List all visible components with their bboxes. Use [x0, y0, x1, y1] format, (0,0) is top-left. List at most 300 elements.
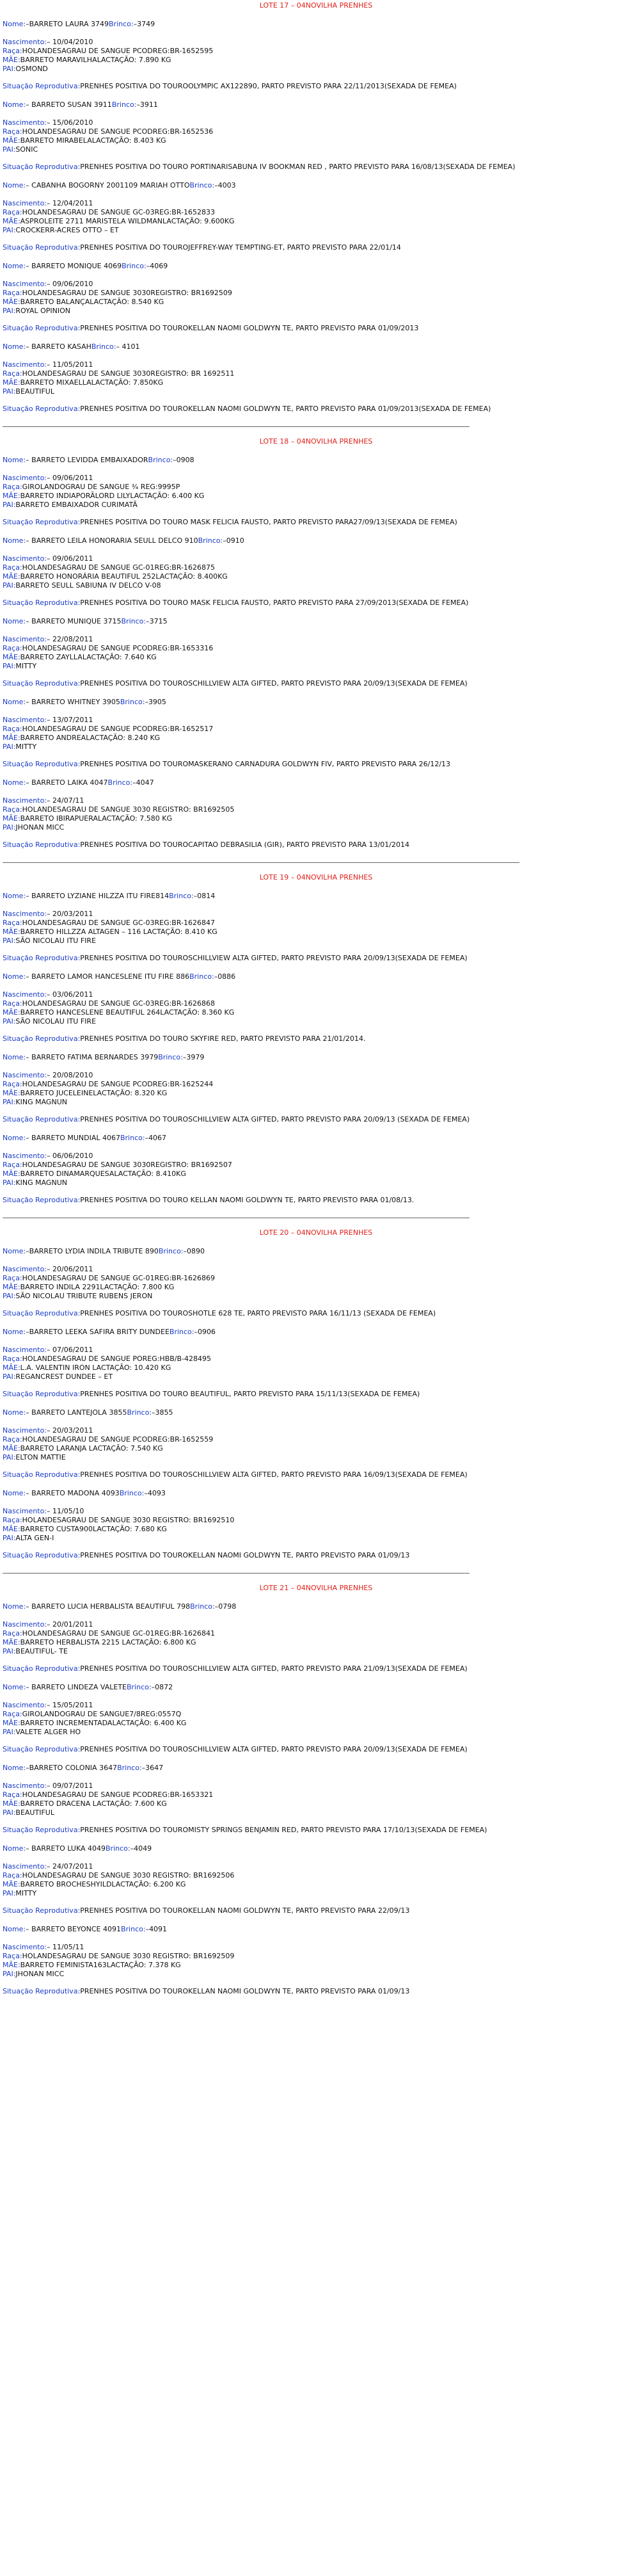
field-label-brinco: Brinco:: [91, 342, 116, 351]
reproductive-status-line: [3, 82, 629, 91]
dam-line: [3, 1444, 629, 1453]
animal-entry: [3, 1925, 629, 1996]
field-label-raca: Raça:: [3, 1161, 22, 1169]
field-label-pai: PAI:: [3, 65, 16, 73]
field-label-situacao: Situação Reprodutiva:: [3, 1551, 81, 1559]
animal-name: – BARRETO LAIKA 4047: [26, 778, 108, 787]
reproductive-status: PRENHES POSITIVA DO TOUROSCHILLVIEW ALTA GIFTED, PARTO PREVISTO PARA 20/09/13(SEXADA DE FEMEA): [80, 1745, 468, 1753]
birth-line: [3, 280, 629, 289]
breed-line: [3, 1274, 629, 1283]
breed-value: HOLANDESAGRAU DE SANGUE PCODREG:BR-1653316: [22, 644, 214, 652]
sire-line: [3, 1292, 629, 1301]
birth-date: – 09/07/2011: [47, 1782, 93, 1790]
breed-line: [3, 1435, 629, 1444]
field-label-raca: Raça:: [3, 208, 22, 216]
birth-date: – 09/06/2011: [47, 474, 93, 482]
animal-entry: [3, 342, 629, 414]
breed-value: GIROLANDOGRAU DE SANGUE7/8REG:0557Q: [22, 1710, 182, 1718]
birth-line: [3, 796, 629, 805]
breed-line: [3, 563, 629, 572]
field-label-mae: MÃE:: [3, 1283, 20, 1291]
reproductive-status-line: [3, 1196, 629, 1205]
animal-entry: [3, 1247, 629, 1318]
breed-line: [3, 1871, 629, 1880]
animal-name: – BARRETO LAMOR HANCESLENE ITU FIRE 886: [26, 972, 190, 981]
field-label-situacao: Situação Reprodutiva:: [3, 954, 81, 962]
dam-value: BARRETO IBIRAPUERALACTAÇÃO: 7.580 KG: [20, 814, 172, 823]
field-label-situacao: Situação Reprodutiva:: [3, 1470, 81, 1479]
field-label-nome: Nome:: [3, 1247, 26, 1255]
breed-value: HOLANDESAGRAU DE SANGUE PCODREG:BR-1652595: [22, 47, 214, 55]
lote-section: [3, 437, 629, 849]
breed-line: [3, 1355, 629, 1364]
field-label-situacao: Situação Reprodutiva:: [3, 518, 81, 526]
sire-value: MITTY: [15, 662, 37, 670]
breed-value: HOLANDESAGRAU DE SANGUE POREG:HBB/B-428495: [22, 1355, 212, 1363]
birth-line: [3, 1782, 629, 1791]
field-label-brinco: Brinco:: [120, 1925, 146, 1933]
field-label-nascimento: Nascimento:: [3, 1346, 47, 1354]
breed-value: HOLANDESAGRAU DE SANGUE GC-01REG:BR-1626869: [22, 1274, 216, 1282]
dam-value: BARRETO ANDREALACTAÇÃO: 8.240 KG: [20, 734, 161, 742]
dam-value: BARRETO CUSTA900LACTAÇÃO: 7.680 KG: [20, 1525, 167, 1533]
field-label-pai: PAI:: [3, 1889, 16, 1897]
animal-brinco: –3855: [152, 1408, 173, 1417]
field-label-pai: PAI:: [3, 1970, 16, 1978]
field-label-mae: MÃE:: [3, 1799, 20, 1808]
dam-value: BARRETO LARANJA LACTAÇÃO: 7.540 KG: [20, 1444, 163, 1453]
animal-brinco: –3905: [145, 698, 166, 706]
dam-line: [3, 56, 629, 65]
field-label-brinco: Brinco:: [120, 1134, 145, 1142]
sire-value: SÃO NICOLAU ITU FIRE: [15, 1017, 97, 1026]
field-label-nascimento: Nascimento:: [3, 1152, 47, 1160]
field-label-nascimento: Nascimento:: [3, 1862, 47, 1871]
birth-date: – 06/06/2010: [47, 1152, 93, 1160]
field-label-situacao: Situação Reprodutiva:: [3, 1034, 81, 1043]
field-label-nascimento: Nascimento:: [3, 635, 47, 643]
breed-line: [3, 1952, 629, 1961]
animal-name-line: [3, 1683, 629, 1692]
animal-entry: [3, 1683, 629, 1754]
field-label-situacao: Situação Reprodutiva:: [3, 1745, 81, 1753]
field-label-nome: Nome:: [3, 1328, 26, 1336]
reproductive-status: PRENHES POSITIVA DO TOUROSCHILLVIEW ALTA GIFTED, PARTO PREVISTO PARA 16/09/13(SEXADA DE FEMEA): [80, 1470, 468, 1479]
field-label-situacao: Situação Reprodutiva:: [3, 82, 81, 90]
field-label-raca: Raça:: [3, 1355, 22, 1363]
birth-date: – 15/05/2011: [47, 1701, 93, 1709]
sire-line: [3, 581, 629, 590]
dam-line: [3, 734, 629, 743]
sire-line: [3, 1017, 629, 1026]
reproductive-status: PRENHES POSITIVA DO TOUROSCHILLVIEW ALTA GIFTED, PARTO PREVISTO PARA 20/09/13 (SEXADA DE FEMEA): [80, 1115, 470, 1123]
birth-date: – 20/03/2011: [47, 910, 93, 918]
breed-value: HOLANDESAGRAU DE SANGUE 3030REGISTRO: BR1692509: [22, 289, 232, 297]
reproductive-status-line: [3, 599, 629, 608]
sire-line: [3, 743, 629, 752]
sire-line: [3, 501, 629, 510]
field-label-pai: PAI:: [3, 226, 16, 234]
birth-date: – 20/03/2011: [47, 1426, 93, 1435]
dam-line: [3, 492, 629, 501]
field-label-nascimento: Nascimento:: [3, 990, 47, 999]
field-label-pai: PAI:: [3, 1098, 16, 1106]
field-label-nascimento: Nascimento:: [3, 1782, 47, 1790]
field-label-raca: Raça:: [3, 289, 22, 297]
dam-value: BARRETO HANCESLENE BEAUTIFUL 264LACTAÇÃO: 8.360 KG: [20, 1008, 235, 1017]
animal-name-line: [3, 456, 629, 465]
dam-line: [3, 378, 629, 387]
field-label-raca: Raça:: [3, 725, 22, 733]
breed-value: HOLANDESAGRAU DE SANGUE PCODREG:BR-1653321: [22, 1791, 214, 1799]
birth-line: [3, 990, 629, 999]
breed-value: HOLANDESAGRAU DE SANGUE 3030REGISTRO: BR1692507: [22, 1161, 232, 1169]
field-label-nome: Nome:: [3, 617, 26, 625]
birth-line: [3, 1152, 629, 1161]
field-label-nome: Nome:: [3, 972, 26, 981]
field-label-situacao: Situação Reprodutiva:: [3, 1826, 81, 1834]
field-label-pai: PAI:: [3, 1179, 16, 1187]
field-label-nascimento: Nascimento:: [3, 118, 47, 127]
animal-brinco: –0872: [151, 1683, 173, 1691]
sire-value: REGANCREST DUNDEE – ET: [15, 1373, 113, 1381]
field-label-mae: MÃE:: [3, 1719, 20, 1727]
sire-value: BEAUTIFUL: [15, 387, 54, 396]
field-label-brinco: Brinco:: [111, 101, 137, 109]
animal-name: – BARRETO MONIQUE 4069: [26, 262, 122, 270]
field-label-nome: Nome:: [3, 1925, 26, 1933]
sire-line: [3, 1970, 629, 1979]
field-label-situacao: Situação Reprodutiva:: [3, 1987, 81, 1995]
sire-line: [3, 145, 629, 154]
birth-line: [3, 1862, 629, 1871]
reproductive-status: PRENHES POSITIVA DO TOUROKELLAN NAOMI GOLDWYN TE, PARTO PREVISTO PARA 22/09/13: [80, 1906, 410, 1915]
field-label-situacao: Situação Reprodutiva:: [3, 405, 81, 413]
field-label-brinco: Brinco:: [127, 1408, 152, 1417]
dam-value: BARRETO INDIAPORÃLORD LILYLACTAÇÃO: 6.400 KG: [20, 492, 205, 500]
breed-value: GIROLANDOGRAU DE SANGUE ¾ REG:9995P: [22, 483, 180, 491]
animal-name: – BARRETO LANTEJOLA 3855: [26, 1408, 127, 1417]
reproductive-status: PRENHES POSITIVA DO TOUROMASKERANO CARNADURA GOLDWYN FIV, PARTO PREVISTO PARA 26/12/13: [80, 760, 451, 768]
reproductive-status-line: [3, 163, 629, 172]
sire-value: OSMOND: [15, 65, 48, 73]
reproductive-status: PRENHES POSITIVA DO TOUROSHOTLE 628 TE, PARTO PREVISTO PARA 16/11/13 (SEXADA DE FEMEA): [80, 1309, 436, 1317]
animal-name-line: [3, 342, 629, 351]
sire-value: BEAUTIFUL- TE: [15, 1647, 68, 1655]
field-label-mae: MÃE:: [3, 1638, 20, 1646]
reproductive-status: PRENHES POSITIVA DO TOURO BEAUTIFUL, PARTO PREVISTO PARA 15/11/13(SEXADA DE FEMEA): [80, 1390, 420, 1398]
breed-line: [3, 289, 629, 298]
sire-value: SÃO NICOLAU TRIBUTE RUBENS JERON: [15, 1292, 153, 1300]
field-label-brinco: Brinco:: [189, 181, 215, 189]
animal-name-line: [3, 1408, 629, 1417]
dam-line: [3, 572, 629, 581]
field-label-raca: Raça:: [3, 1791, 22, 1799]
field-label-raca: Raça:: [3, 999, 22, 1008]
field-label-raca: Raça:: [3, 127, 22, 136]
dam-line: [3, 1961, 629, 1970]
field-label-brinco: Brinco:: [198, 536, 223, 545]
birth-line: [3, 1620, 629, 1629]
sire-line: [3, 387, 629, 396]
animal-brinco: –0908: [173, 456, 194, 464]
dam-value: BARRETO HERBALISTA 2215 LACTAÇÃO: 6.800 KG: [20, 1638, 196, 1646]
sire-line: [3, 307, 629, 316]
reproductive-status: PRENHES POSITIVA DO TOUROCAPITAO DEBRASILIA (GIR), PARTO PREVISTO PARA 13/01/2014: [80, 841, 409, 849]
field-label-nome: Nome:: [3, 1764, 26, 1772]
sire-line: [3, 1889, 629, 1898]
reproductive-status-line: [3, 1309, 629, 1318]
breed-value: HOLANDESAGRAU DE SANGUE GC-01REG:BR-1626841: [22, 1629, 216, 1638]
animal-name: – BARRETO WHITNEY 3905: [26, 698, 120, 706]
field-label-pai: PAI:: [3, 1808, 16, 1817]
field-label-nascimento: Nascimento:: [3, 716, 47, 724]
field-label-mae: MÃE:: [3, 1008, 20, 1017]
birth-line: [3, 38, 629, 47]
animal-name-line: [3, 1844, 629, 1853]
field-label-brinco: Brinco:: [120, 698, 145, 706]
animal-brinco: –4049: [130, 1844, 152, 1853]
field-label-pai: PAI:: [3, 743, 16, 751]
animal-name: – BARRETO BEYONCE 4091: [26, 1925, 121, 1933]
birth-date: – 11/05/11: [47, 1943, 84, 1951]
breed-value: HOLANDESAGRAU DE SANGUE GC-01REG:BR-1626875: [22, 563, 216, 572]
animal-name-line: [3, 181, 629, 190]
sire-value: JHONAN MICC: [15, 1970, 65, 1978]
reproductive-status-line: [3, 243, 629, 252]
birth-line: [3, 1346, 629, 1355]
field-label-nascimento: Nascimento:: [3, 1071, 47, 1079]
field-label-situacao: Situação Reprodutiva:: [3, 760, 81, 768]
reproductive-status-line: [3, 1987, 629, 1996]
field-label-brinco: Brinco:: [148, 456, 173, 464]
breed-line: [3, 1516, 629, 1525]
breed-value: HOLANDESAGRAU DE SANGUE PCODREG:BR-1625244: [22, 1080, 214, 1088]
birth-line: [3, 360, 629, 369]
field-label-raca: Raça:: [3, 1435, 22, 1444]
birth-date: – 20/08/2010: [47, 1071, 93, 1079]
breed-value: HOLANDESAGRAU DE SANGUE PCODREG:BR-1652536: [22, 127, 214, 136]
field-label-nascimento: Nascimento:: [3, 1943, 47, 1951]
field-label-raca: Raça:: [3, 1952, 22, 1960]
birth-date: – 12/04/2011: [47, 199, 93, 207]
field-label-brinco: Brinco:: [158, 1053, 183, 1061]
animal-name: – BARRETO LEVIDDA EMBAIXADOR: [26, 456, 148, 464]
field-label-nome: Nome:: [3, 1844, 26, 1853]
reproductive-status-line: [3, 1551, 629, 1560]
dam-value: BARRETO FEMINISTA163LACTAÇÃO: 7.378 KG: [20, 1961, 181, 1969]
dam-value: BARRETO MIRABELALACTAÇÃO: 8.403 KG: [20, 136, 166, 145]
animal-entry: [3, 1328, 629, 1399]
birth-line: [3, 1507, 629, 1516]
lote-title: LOTE 17 – 04NOVILHA PRENHES: [259, 1, 373, 10]
dam-value: BARRETO ZAYLLALACTAÇÃO: 7.640 KG: [20, 653, 157, 661]
field-label-situacao: Situação Reprodutiva:: [3, 841, 81, 849]
dam-line: [3, 814, 629, 823]
sire-line: [3, 662, 629, 671]
field-label-mae: MÃE:: [3, 814, 20, 823]
field-label-nome: Nome:: [3, 1683, 26, 1691]
field-label-raca: Raça:: [3, 1629, 22, 1638]
birth-date: – 22/08/2011: [47, 635, 93, 643]
field-label-raca: Raça:: [3, 369, 22, 378]
field-label-mae: MÃE:: [3, 492, 20, 500]
animal-name: – BARRETO LUCIA HERBALISTA BEAUTIFUL 798: [26, 1602, 191, 1611]
field-label-pai: PAI:: [3, 937, 16, 945]
reproductive-status: PRENHES POSITIVA DO TOURO SKYFIRE RED, PARTO PREVISTO PARA 21/01/2014.: [80, 1034, 366, 1043]
field-label-nome: Nome:: [3, 1602, 26, 1611]
breed-value: HOLANDESAGRAU DE SANGUE PCODREG:BR-1652517: [22, 725, 214, 733]
field-label-mae: MÃE:: [3, 378, 20, 387]
breed-line: [3, 644, 629, 653]
animal-brinco: –0886: [214, 972, 236, 981]
reproductive-status-line: [3, 841, 629, 849]
reproductive-status: PRENHES POSITIVA DO TOUROSCHILLVIEW ALTA GIFTED, PARTO PREVISTO PARA 21/09/13(SEXADA DE FEMEA): [80, 1664, 468, 1673]
field-label-nome: Nome:: [3, 698, 26, 706]
field-label-pai: PAI:: [3, 1373, 16, 1381]
dam-line: [3, 1283, 629, 1292]
field-label-nome: Nome:: [3, 342, 26, 351]
breed-value: HOLANDESAGRAU DE SANGUE GC-03REG:BR-1652833: [22, 208, 216, 216]
animal-brinco: –3715: [146, 617, 168, 625]
animal-brinco: –3979: [182, 1053, 205, 1061]
animal-name-line: [3, 1134, 629, 1143]
dam-value: BARRETO MARAVILHALACTAÇÃO: 7.890 KG: [20, 56, 171, 64]
animal-entry: [3, 262, 629, 333]
birth-line: [3, 1071, 629, 1080]
dam-line: [3, 1719, 629, 1728]
animal-name: – BARRETO LEILA HONORARIA SEULL DELCO 910: [26, 536, 198, 545]
field-label-pai: PAI:: [3, 501, 16, 509]
dam-value: BARRETO HILLZZA ALTAGEN – 116 LACTAÇÃO: 8.410 KG: [20, 928, 217, 936]
sire-value: BEAUTIFUL: [15, 1808, 54, 1817]
animal-brinco: –4047: [132, 778, 154, 787]
field-label-raca: Raça:: [3, 1710, 22, 1718]
dam-line: [3, 1364, 629, 1373]
animal-name-line: [3, 698, 629, 707]
birth-line: [3, 1701, 629, 1710]
animal-brinco: –0906: [194, 1328, 216, 1336]
field-label-raca: Raça:: [3, 1274, 22, 1282]
reproductive-status: PRENHES POSITIVA DO TOUROMISTY SPRINGS BENJAMIN RED, PARTO PREVISTO PARA 17/10/13(SEXADA DE FEMEA): [80, 1826, 487, 1834]
birth-line: [3, 1426, 629, 1435]
animal-name: – BARRETO MADONA 4093: [26, 1489, 120, 1497]
field-label-mae: MÃE:: [3, 1880, 20, 1888]
field-label-mae: MÃE:: [3, 1961, 20, 1969]
birth-line: [3, 474, 629, 483]
animal-name-line: [3, 972, 629, 981]
field-label-nome: Nome:: [3, 262, 26, 270]
animal-entry: [3, 20, 629, 91]
field-label-pai: PAI:: [3, 1292, 16, 1300]
birth-line: [3, 1265, 629, 1274]
field-label-nascimento: Nascimento:: [3, 360, 47, 369]
sire-line: [3, 1808, 629, 1817]
breed-line: [3, 1629, 629, 1638]
reproductive-status-line: [3, 1390, 629, 1399]
birth-date: – 20/01/2011: [47, 1620, 93, 1629]
field-label-nascimento: Nascimento:: [3, 1507, 47, 1515]
field-label-raca: Raça:: [3, 1080, 22, 1088]
field-label-situacao: Situação Reprodutiva:: [3, 679, 81, 688]
field-label-raca: Raça:: [3, 483, 22, 491]
animal-name: – BARRETO LUKA 4049: [26, 1844, 106, 1853]
field-label-mae: MÃE:: [3, 572, 20, 581]
sire-line: [3, 1373, 629, 1381]
field-label-mae: MÃE:: [3, 217, 20, 225]
sire-line: [3, 1179, 629, 1187]
animal-name: – BARRETO LYZIANE HILZZA ITU FIRE814: [26, 892, 170, 900]
animal-entry: [3, 617, 629, 688]
birth-date: – 13/07/2011: [47, 716, 93, 724]
birth-line: [3, 716, 629, 725]
field-label-pai: PAI:: [3, 387, 16, 396]
dam-line: [3, 1008, 629, 1017]
field-label-raca: Raça:: [3, 1516, 22, 1524]
breed-line: [3, 999, 629, 1008]
animal-entry: [3, 456, 629, 527]
reproductive-status: PRENHES POSITIVA DO TOURO KELLAN NAOMI GOLDWYN TE, PARTO PREVISTO PARA 01/08/13.: [80, 1196, 415, 1204]
field-label-nascimento: Nascimento:: [3, 1265, 47, 1273]
field-label-nascimento: Nascimento:: [3, 910, 47, 918]
animal-name-line: [3, 617, 629, 626]
reproductive-status: PRENHES POSITIVA DO TOURO MASK FELICIA FAUSTO, PARTO PREVISTO PARA27/09/13(SEXADA DE FEMEA): [80, 518, 457, 526]
field-label-brinco: Brinco:: [158, 1247, 184, 1255]
lote-title: LOTE 20 – 04NOVILHA PRENHES: [259, 1228, 373, 1237]
birth-date: – 15/06/2010: [47, 118, 93, 127]
reproductive-status: PRENHES POSITIVA DO TOURO PORTINARISABUNA IV BOOKMAN RED , PARTO PREVISTO PARA 16/08/13(SEXADA DE FEMEA): [80, 163, 516, 171]
field-label-situacao: Situação Reprodutiva:: [3, 163, 81, 171]
reproductive-status-line: [3, 518, 629, 527]
animal-name: – BARRETO FATIMA BERNARDES 3979: [26, 1053, 159, 1061]
animal-name: – BARRETO LINDEZA VALETE: [26, 1683, 127, 1691]
reproductive-status: PRENHES POSITIVA DO TOUROKELLAN NAOMI GOLDWYN TE, PARTO PREVISTO PARA 01/09/2013(SEXADA DE FEMEA): [80, 405, 491, 413]
field-label-nascimento: Nascimento:: [3, 554, 47, 563]
section-divider: [3, 1573, 470, 1574]
sire-value: CROCKERR-ACRES OTTO – ET: [15, 226, 119, 234]
animal-name: – BARRETO SUSAN 3911: [26, 101, 112, 109]
reproductive-status: PRENHES POSITIVA DO TOUROKELLAN NAOMI GOLDWYN TE, PARTO PREVISTO PARA 01/09/13: [80, 1551, 410, 1559]
sire-value: MITTY: [15, 1889, 37, 1897]
animal-name-line: [3, 1764, 629, 1773]
field-label-pai: PAI:: [3, 581, 16, 590]
field-label-brinco: Brinco:: [107, 778, 133, 787]
field-label-mae: MÃE:: [3, 136, 20, 145]
field-label-brinco: Brinco:: [119, 1489, 145, 1497]
dam-value: BARRETO MIXAELLALACTAÇÃO: 7.850KG: [20, 378, 164, 387]
animal-name: – CABANHA BOGORNY 2001109 MARIAH OTTO: [26, 181, 190, 189]
birth-date: – 20/06/2011: [47, 1265, 93, 1273]
field-label-nome: Nome:: [3, 1489, 26, 1497]
field-label-situacao: Situação Reprodutiva:: [3, 1664, 81, 1673]
reproductive-status-line: [3, 760, 629, 769]
field-label-situacao: Situação Reprodutiva:: [3, 1906, 81, 1915]
breed-line: [3, 1710, 629, 1719]
field-label-mae: MÃE:: [3, 1525, 20, 1533]
field-label-mae: MÃE:: [3, 734, 20, 742]
animal-name-line: [3, 1328, 629, 1337]
dam-line: [3, 1799, 629, 1808]
sire-line: [3, 226, 629, 235]
dam-line: [3, 653, 629, 662]
field-label-raca: Raça:: [3, 644, 22, 652]
reproductive-status: PRENHES POSITIVA DO TOUROKELLAN NAOMI GOLDWYN TE, PARTO PREVISTO PARA 01/09/13: [80, 1987, 410, 1995]
field-label-brinco: Brinco:: [109, 20, 134, 28]
animal-entry: [3, 1134, 629, 1205]
sire-value: SONIC: [15, 145, 38, 154]
animal-entry: [3, 1489, 629, 1560]
field-label-brinco: Brinco:: [169, 892, 194, 900]
